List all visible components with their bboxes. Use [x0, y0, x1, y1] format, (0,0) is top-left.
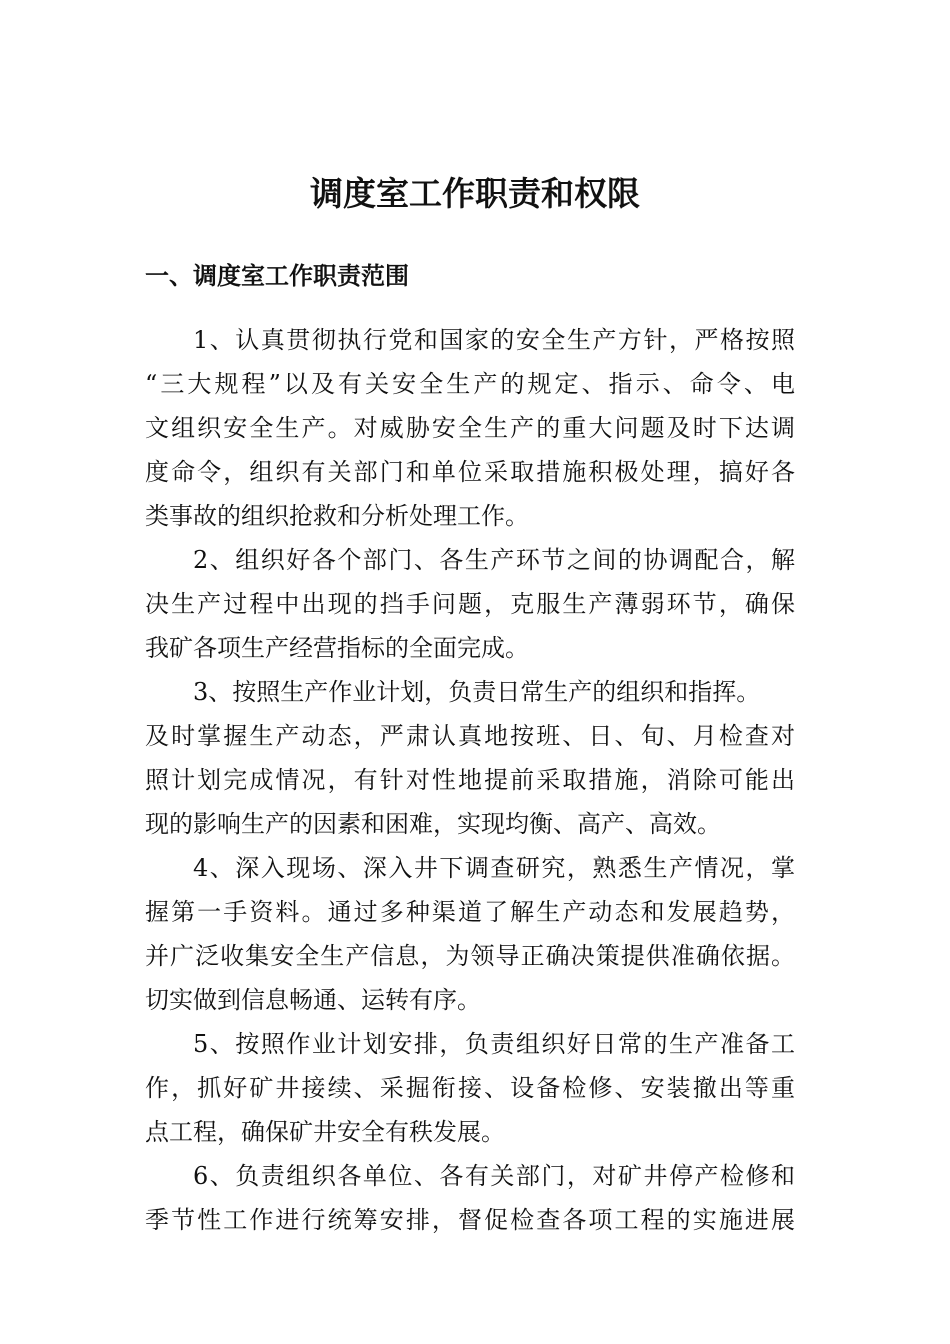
paragraph-3 — [145, 670, 795, 846]
text-line: 类事故的组织抢救和分析处理工作。 — [145, 502, 529, 530]
text-line: 点工程，确保矿井安全有秩发展。 — [145, 1118, 505, 1146]
text-line: 3、按照生产作业计划，负责日常生产的组织和指挥。 — [193, 678, 761, 706]
text-line: 并广泛收集安全生产信息，为领导正确决策提供准确依据。 — [145, 942, 795, 970]
text-line: 文组织安全生产。对威胁安全生产的重大问题及时下达调 — [145, 414, 795, 442]
paragraph-1 — [145, 318, 795, 538]
text-line: 4、深入现场、深入井下调查研究，熟悉生产情况，掌 — [193, 854, 795, 882]
document-title: 调度室工作职责和权限 — [310, 174, 640, 213]
text-line: 6、负责组织各单位、各有关部门，对矿井停产检修和 — [193, 1162, 795, 1190]
text-line: 及时掌握生产动态，严肃认真地按班、日、旬、月检查对 — [145, 722, 795, 750]
text-line: 2、组织好各个部门、各生产环节之间的协调配合，解 — [193, 546, 795, 574]
paragraph-6 — [145, 1154, 795, 1242]
text-line: 季节性工作进行统筹安排，督促检查各项工程的实施进展 — [145, 1206, 795, 1234]
paragraph-5 — [145, 1022, 795, 1154]
paragraph-2 — [145, 538, 795, 670]
paragraph-4 — [145, 846, 795, 1022]
text-line: 1、认真贯彻执行党和国家的安全生产方针，严格按照 — [193, 326, 795, 354]
text-line: 现的影响生产的因素和困难，实现均衡、高产、高效。 — [145, 810, 721, 838]
text-line: 决生产过程中出现的挡手问题，克服生产薄弱环节，确保 — [145, 590, 795, 618]
document-body — [145, 318, 795, 1242]
text-line: 作，抓好矿井接续、采掘衔接、设备检修、安装撤出等重 — [145, 1074, 795, 1102]
text-line: 握第一手资料。通过多种渠道了解生产动态和发展趋势， — [145, 898, 795, 926]
text-line: 我矿各项生产经营指标的全面完成。 — [145, 634, 529, 662]
text-line: 照计划完成情况，有针对性地提前采取措施，消除可能出 — [145, 766, 795, 794]
text-line: 切实做到信息畅通、运转有序。 — [145, 986, 481, 1014]
text-line: 度命令，组织有关部门和单位采取措施积极处理，搞好各 — [145, 458, 795, 486]
text-line: “三大规程”以及有关安全生产的规定、指示、命令、电 — [145, 370, 795, 398]
section-heading: 一、调度室工作职责范围 — [145, 262, 409, 290]
text-line: 5、按照作业计划安排，负责组织好日常的生产准备工 — [193, 1030, 795, 1058]
